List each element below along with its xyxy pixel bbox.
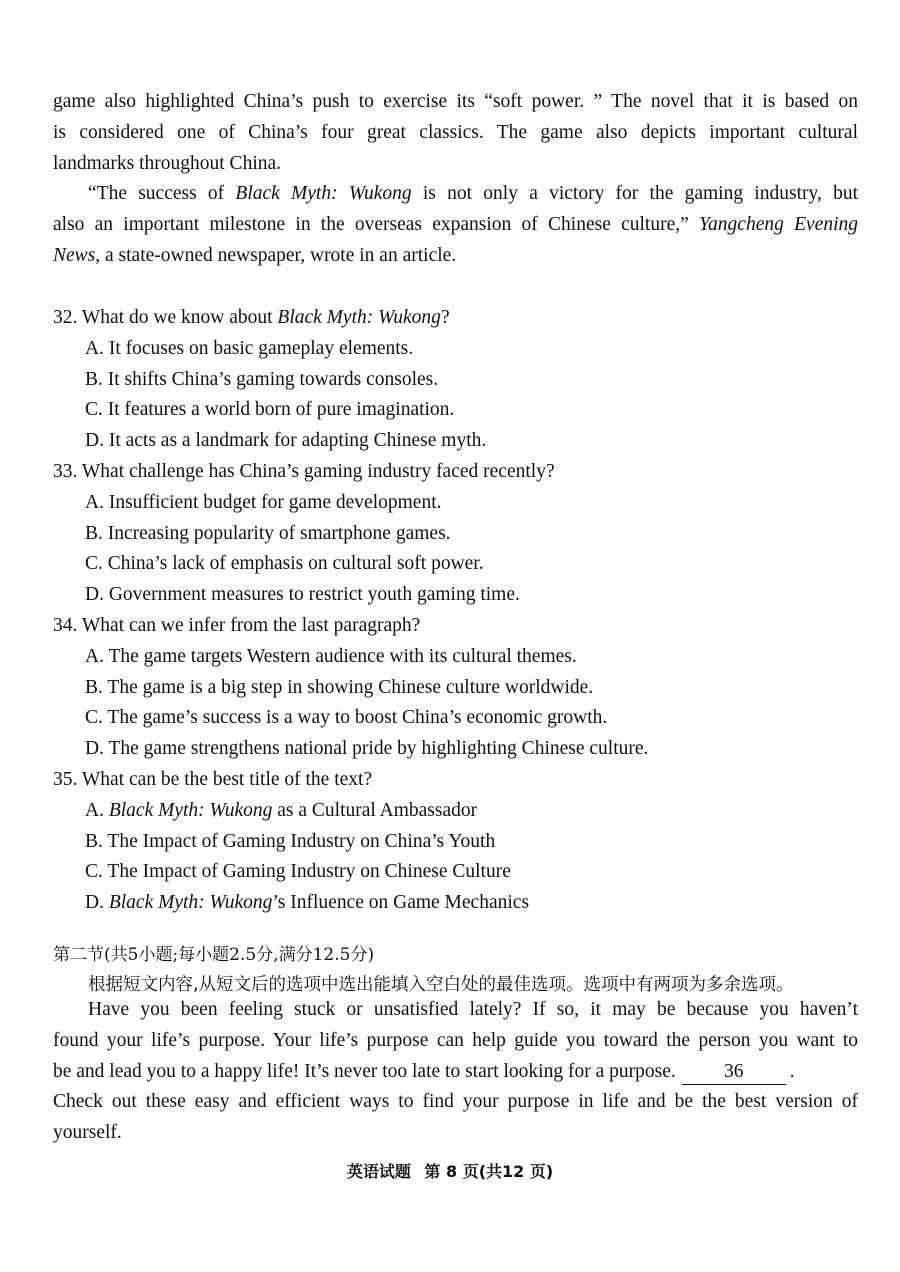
text-segment: 32. What do we know about (53, 307, 278, 328)
footer-subject: 英语试题 (346, 1162, 411, 1181)
option-34-b: B. The game is a big step in showing Chinese culture worldwide. (85, 676, 594, 698)
option-35-c: C. The Impact of Gaming Industry on Chinese Culture (85, 861, 511, 883)
question-stem-32 (53, 303, 858, 334)
option-33-b: B. Increasing popularity of smartphone games. (85, 522, 451, 544)
text-line (53, 241, 858, 272)
question-stem-34: 34. What can we infer from the last paragraph? (53, 614, 421, 636)
text-line: Have you been feeling stuck or unsatisfied lately? If so, it may be because you haven’t (88, 999, 858, 1020)
text-segment: also an important milestone in the overseas expansion of Chinese culture,” (53, 213, 699, 235)
text-segment: D. (85, 892, 109, 914)
question-stem-33: 33. What challenge has China’s gaming industry faced recently? (53, 460, 555, 482)
game-title: Black Myth: Wukong (235, 183, 412, 204)
option-34-c: C. The game’s success is a way to boost China’s economic growth. (85, 707, 608, 729)
passage-paragraph-2 (53, 179, 858, 271)
option-33-a: A. Insufficient budget for game development. (85, 491, 442, 513)
option-35-d (53, 888, 858, 919)
text-segment: as a Cultural Ambassador (272, 799, 478, 821)
option-32-a: A. It focuses on basic gameplay elements. (85, 337, 414, 359)
option-35-a (53, 796, 858, 827)
text-segment: A. (85, 799, 109, 821)
section-2-passage (53, 995, 858, 1149)
option-32-c: C. It features a world born of pure imagination. (85, 399, 455, 421)
question-list (53, 303, 858, 919)
text-line: is considered one of China’s four great classics. The game also depicts important cultural (53, 121, 858, 143)
text-segment: , a state-owned newspaper, wrote in an article. (95, 244, 457, 266)
option-35-b: B. The Impact of Gaming Industry on China’s Youth (85, 830, 496, 852)
option-32-b: B. It shifts China’s gaming towards consoles. (85, 368, 439, 390)
text-line: yourself. (53, 1122, 122, 1144)
game-title: Black Myth: Wukong (108, 892, 273, 914)
text-line: landmarks throughout China. (53, 152, 282, 174)
option-33-d: D. Government measures to restrict youth gaming time. (85, 584, 520, 606)
newspaper-name: News (53, 244, 96, 266)
text-line: game also highlighted China’s push to exercise its “soft power. ” The novel that it is based on (53, 91, 858, 112)
text-line: found your life’s purpose. Your life’s purpose can help guide you toward the person you want to (53, 1029, 858, 1051)
footer-page-number: 第 8 页(共12 页) (424, 1162, 554, 1181)
text-segment: is not only a victory for the gaming industry, but (411, 183, 858, 204)
page-footer (0, 1159, 900, 1182)
text-segment: “The success of (88, 183, 236, 204)
text-segment: ’s Influence on Game Mechanics (272, 892, 530, 914)
passage-paragraph-1 (53, 87, 858, 179)
section-2-header (53, 940, 858, 1000)
option-34-a: A. The game targets Western audience with its cultural themes. (85, 645, 577, 667)
option-32-d: D. It acts as a landmark for adapting Chinese myth. (85, 430, 487, 452)
game-title: Black Myth: Wukong (108, 799, 273, 821)
question-stem-35: 35. What can be the best title of the text? (53, 768, 373, 790)
text-line: Check out these easy and efficient ways to find your purpose in life and be the best version of (53, 1091, 858, 1113)
answer-blank-36[interactable]: 36 (682, 1060, 786, 1085)
text-line (53, 1057, 858, 1088)
text-segment: ? (440, 307, 450, 328)
text-segment: . (789, 1060, 795, 1082)
newspaper-name: Yangcheng Evening (699, 213, 858, 235)
section-title: 第二节(共5小题;每小题2.5分,满分12.5分) (53, 945, 375, 965)
section-instruction: 根据短文内容,从短文后的选项中选出能填入空白处的最佳选项。选项中有两项为多余选项。 (88, 975, 794, 995)
text-line (53, 179, 858, 210)
game-title: Black Myth: Wukong (277, 307, 441, 328)
option-34-d: D. The game strengthens national pride by highlighting Chinese culture. (85, 738, 649, 760)
option-33-c: C. China’s lack of emphasis on cultural soft power. (85, 553, 484, 575)
text-line (53, 210, 858, 241)
text-segment: be and lead you to a happy life! It’s never too late to start looking for a purpose. (53, 1060, 676, 1082)
